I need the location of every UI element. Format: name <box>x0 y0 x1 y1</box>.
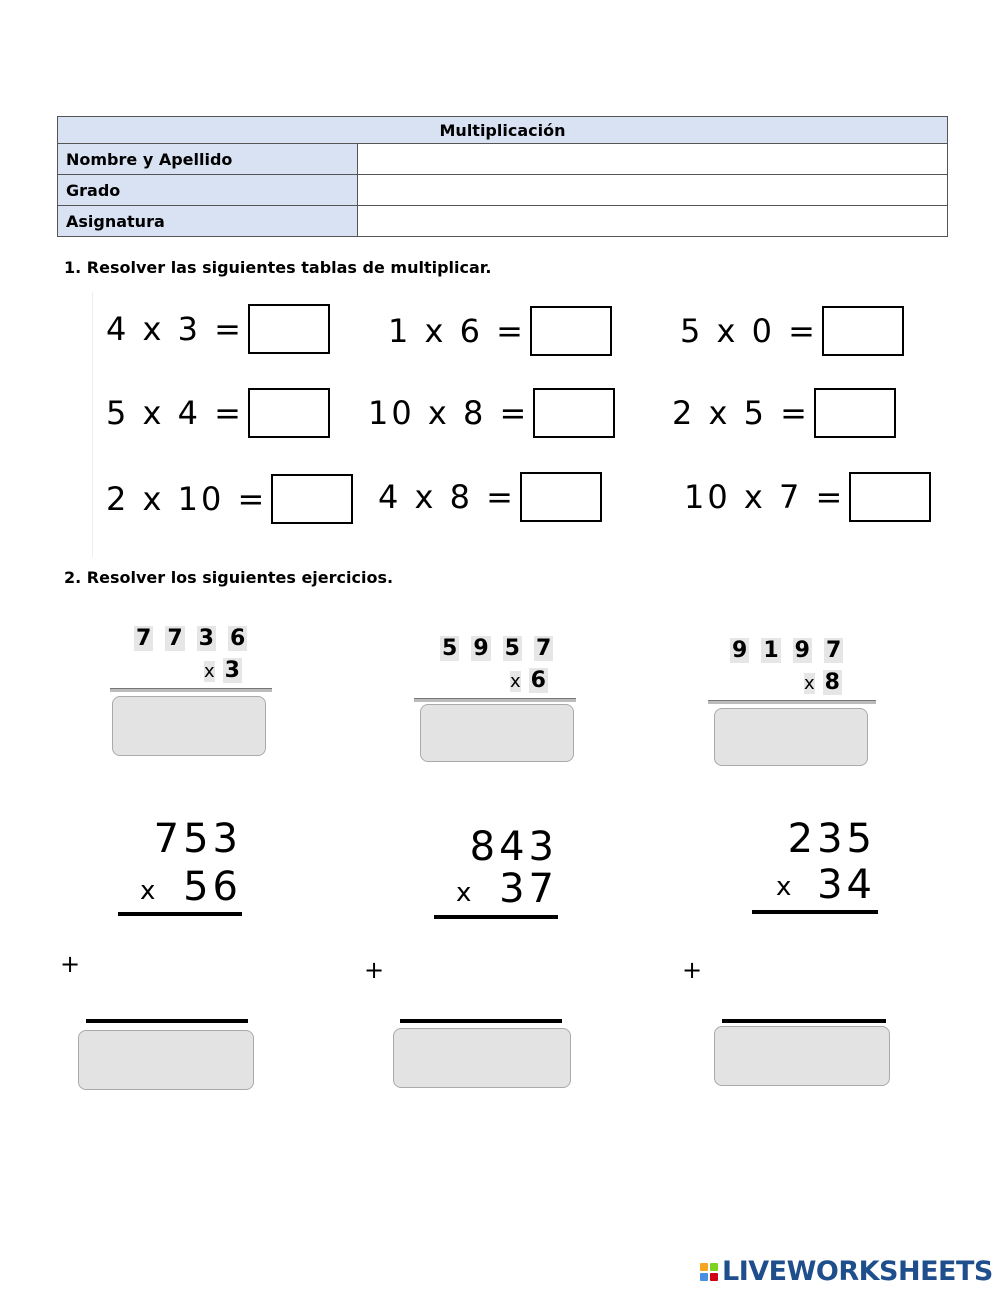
answer-box[interactable] <box>248 388 330 438</box>
worksheet-title: Multiplicación <box>58 117 948 144</box>
equation-text: 1 x 6 = <box>388 312 526 350</box>
times-sign: x <box>140 876 156 906</box>
multiplier: 56 <box>183 864 242 910</box>
name-field[interactable] <box>358 144 948 175</box>
section2-instruction: 2. Resolver los siguientes ejercicios. <box>64 568 394 587</box>
sum-line <box>86 1019 248 1023</box>
answer-box[interactable] <box>78 1030 254 1090</box>
digit: 9 <box>473 636 489 661</box>
logo-square <box>700 1273 708 1281</box>
logo-square <box>700 1263 708 1271</box>
answer-box[interactable] <box>112 696 266 756</box>
equation-7 <box>106 474 353 524</box>
answer-box[interactable] <box>533 388 615 438</box>
equation-text: 10 x 8 = <box>368 394 530 432</box>
digit: 7 <box>167 626 183 651</box>
multiplier: 37 <box>499 866 558 912</box>
answer-box[interactable] <box>271 474 353 524</box>
equation-text: 2 x 5 = <box>672 394 810 432</box>
subject-field[interactable] <box>358 206 948 237</box>
name-label: Nombre y Apellido <box>58 144 358 175</box>
answer-box[interactable] <box>849 472 931 522</box>
equation-text: 5 x 4 = <box>106 394 244 432</box>
logo-squares-icon <box>700 1263 718 1281</box>
multiplicand <box>440 636 553 661</box>
answer-box[interactable] <box>420 704 574 762</box>
times-sign: x <box>804 673 815 694</box>
equation-text: 2 x 10 = <box>106 480 268 518</box>
digit: 7 <box>535 636 552 661</box>
answer-box[interactable] <box>822 306 904 356</box>
equation-9 <box>684 472 931 522</box>
times-sign: x <box>510 671 521 692</box>
digit: 8 <box>824 670 840 695</box>
multiplier <box>804 670 842 695</box>
answer-box[interactable] <box>814 388 896 438</box>
equation-1 <box>106 304 330 354</box>
equation-text: 4 x 8 = <box>378 478 516 516</box>
digit: 3 <box>224 658 240 683</box>
multiplier <box>204 658 242 683</box>
equation-3 <box>680 306 904 356</box>
answer-box[interactable] <box>714 1026 890 1086</box>
logo-square <box>710 1263 718 1271</box>
multiplicand: 843 <box>469 824 558 870</box>
multiplicand <box>730 638 843 663</box>
equation-6 <box>672 388 896 438</box>
digit: 9 <box>794 638 810 663</box>
sum-line <box>400 1019 562 1023</box>
result-line <box>752 910 878 914</box>
grade-field[interactable] <box>358 175 948 206</box>
plus-sign: + <box>60 950 81 978</box>
digit: 5 <box>442 636 458 661</box>
logo-square <box>710 1273 718 1281</box>
plus-sign: + <box>682 956 703 984</box>
multiplicand: 235 <box>787 816 876 862</box>
multiplier: 34 <box>817 862 876 908</box>
answer-box[interactable] <box>393 1028 571 1088</box>
result-line <box>414 698 576 702</box>
equation-text: 10 x 7 = <box>684 478 846 516</box>
subject-label: Asignatura <box>58 206 358 237</box>
logo-text: LIVEWORKSHEETS <box>722 1256 993 1287</box>
digit: 6 <box>530 668 546 693</box>
multiplier <box>510 668 548 693</box>
equation-text: 4 x 3 = <box>106 310 244 348</box>
times-sign: x <box>456 878 472 908</box>
digit: 7 <box>825 638 842 663</box>
digit: 1 <box>763 638 779 663</box>
digit: 3 <box>198 626 214 651</box>
times-sign: x <box>204 661 215 682</box>
equation-2 <box>388 306 612 356</box>
digit: 6 <box>229 626 246 651</box>
times-sign: x <box>776 872 792 902</box>
equation-text: 5 x 0 = <box>680 312 818 350</box>
grade-label: Grado <box>58 175 358 206</box>
result-line <box>118 912 242 916</box>
digit: 9 <box>732 638 748 663</box>
multiplicand: 753 <box>153 816 242 862</box>
equation-8 <box>378 472 602 522</box>
answer-box[interactable] <box>714 708 868 766</box>
header-table <box>57 116 948 237</box>
answer-box[interactable] <box>248 304 330 354</box>
equation-5 <box>368 388 615 438</box>
plus-sign: + <box>364 956 385 984</box>
digit: 5 <box>504 636 520 661</box>
digit: 7 <box>136 626 152 651</box>
result-line <box>434 915 558 919</box>
answer-box[interactable] <box>530 306 612 356</box>
liveworksheets-logo <box>700 1256 993 1287</box>
multiplicand <box>134 626 247 651</box>
result-line <box>708 700 876 704</box>
section1-instruction: 1. Resolver las siguientes tablas de multiplicar. <box>64 258 492 277</box>
result-line <box>110 688 272 692</box>
equation-4 <box>106 388 330 438</box>
answer-box[interactable] <box>520 472 602 522</box>
sum-line <box>722 1019 886 1023</box>
